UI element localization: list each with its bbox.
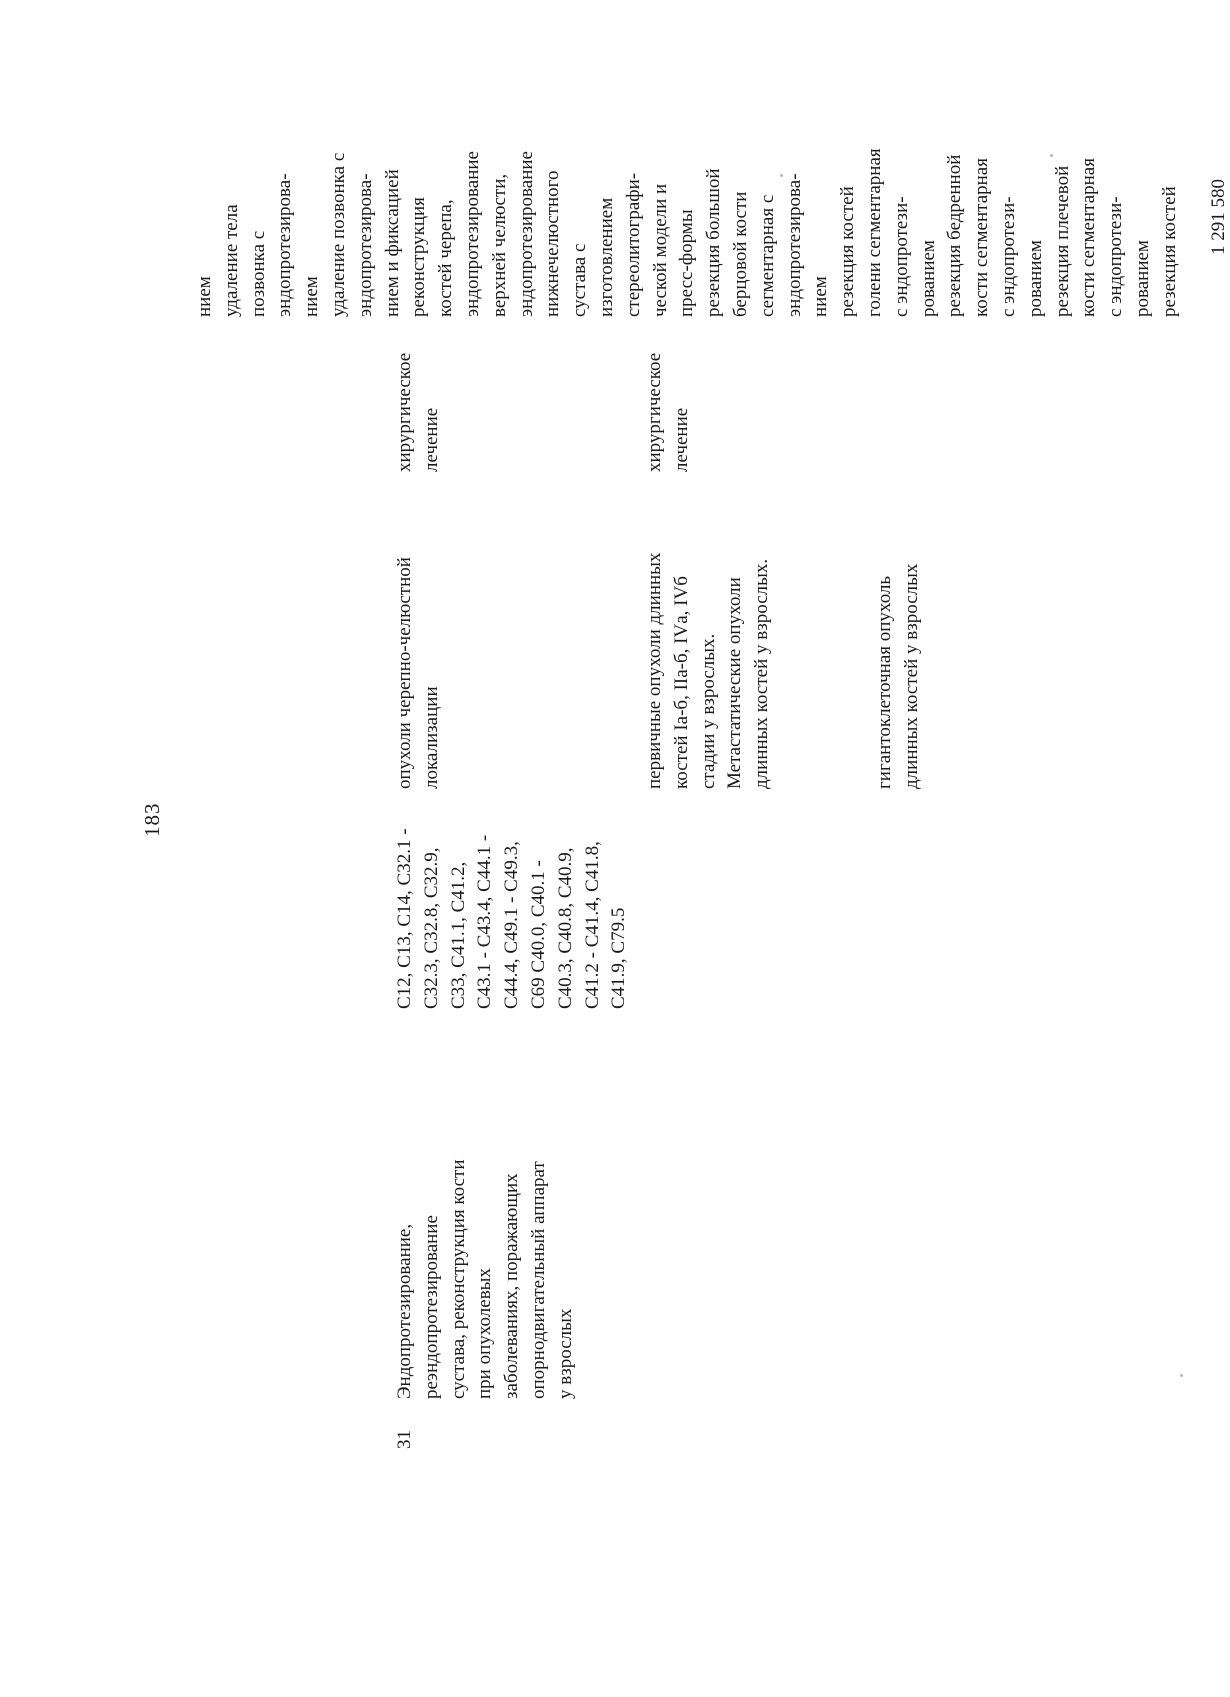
code-line: С33, С41.1, С41.2, [447,861,469,1009]
diagnosis-line: опухоли черепно-челюстной [394,557,415,789]
diagnosis-block [392,557,446,789]
method-line: с эндопротези- [997,196,1019,317]
procedure-name [392,1019,580,1399]
method-line: с эндопротези- [1105,196,1127,317]
treatment-type-line: лечение [670,407,692,472]
treatment-methods [192,0,1183,317]
code-line: С40.3, С40.8, С40.9, [554,847,576,1009]
method-line: эндопротезирование [461,151,483,317]
method-line: кости сегментарная [1078,158,1100,317]
scan-speck [780,174,783,177]
diagnosis-block [642,553,776,789]
treatment-type-line: хирургическое [394,352,415,472]
method-line: рованием [917,240,939,317]
code-line: С41.2 - С41.4, С41.8, [581,841,603,1009]
name-line: у взрослых [554,1308,576,1399]
method-line: резекция бедренной [944,154,966,317]
method-line: реконструкция [408,197,430,317]
method-line: нием [810,276,832,317]
code-line: С32.3, С32.8, С32.9, [420,847,442,1009]
diagnosis-block [872,564,926,789]
method-line: сустава с [569,243,591,317]
scan-speck [1180,1374,1183,1377]
scan-speck [1050,154,1053,157]
method-line: с эндопротези- [890,196,912,317]
name-line: заболеваниях, поражающих [501,1173,523,1399]
method-line: нижнечелюстного [542,170,564,317]
sum-value: 1 291 580 [1208,179,1229,255]
method-line: сегментарная с [756,194,778,317]
icd-codes [392,809,633,1009]
method-line: резекция костей [1158,186,1180,317]
method-line: нием [301,276,323,317]
diagnosis-line: локализации [420,686,442,789]
name-line: при опухолевых [474,1268,496,1399]
diagnosis-line: костей Iа-б, IIа-б, IVа, IVб [670,576,692,789]
method-line: резекция большой [703,168,725,317]
method-line: эндопротезирование [515,151,537,317]
diagnosis-line: гигантоклеточная опухоль [874,575,895,789]
treatment-type-line: лечение [420,407,442,472]
method-line: костей черепа, [435,199,457,317]
diagnosis-line: Метастатические опухоли [724,577,746,789]
method-line: кости сегментарная [971,158,993,317]
method-line: изготовлением [595,197,617,317]
row-number: 31 [394,1430,415,1449]
name-line: Эндопротезирование, [394,1223,415,1399]
method-line: резекция плечевой [1051,165,1073,317]
page-number: 183 [140,802,164,837]
method-line: голени сегментарная [863,148,885,317]
method-line: удаление позвонка с [327,152,349,317]
method-line: ческой модели и [649,183,671,317]
method-line: удаление тела [220,204,242,317]
method-line: рованием [1024,240,1046,317]
method-line: эндопротезирова- [274,173,296,317]
method-line: верхней челюсти, [488,173,510,317]
code-line: С43.1 - С43.4, С44.1 - [474,834,496,1009]
method-line: стереолитографи- [622,172,644,317]
name-line: опорнодвигательный аппарат [527,1161,549,1399]
treatment-type-block [642,353,696,472]
code-line: С44.4, С49.1 - С49.3, [501,841,523,1009]
treatment-type-line: хирургическое [644,352,665,472]
diagnosis-line: длинных костей у взрослых. [751,558,773,789]
method-line: берцовой кости [729,191,751,317]
code-line: С41.9, С79.5 [608,907,630,1009]
method-line: нием [194,276,215,317]
diagnosis-line: первичные опухоли длинных [644,552,665,789]
code-line: С69 С40.0, С40.1 - [527,860,549,1009]
method-line: рованием [1131,240,1153,317]
name-line: реэндопротезирование [420,1215,442,1399]
method-line: позвонка с [247,230,269,317]
method-line: эндопротезирова- [354,173,376,317]
treatment-type-block [392,353,446,472]
method-line: эндопротезирова- [783,173,805,317]
method-line: нием и фиксацией [381,169,403,317]
method-line: резекция костей [837,186,859,317]
code-line: С12, С13, С14, С32.1 - [394,828,415,1009]
diagnosis-line: стадии у взрослых. [697,633,719,789]
diagnosis-line: длинных костей у взрослых [900,563,922,789]
method-line: пресс-формы [676,209,698,317]
name-line: сустава, реконструкция кости [447,1159,469,1399]
